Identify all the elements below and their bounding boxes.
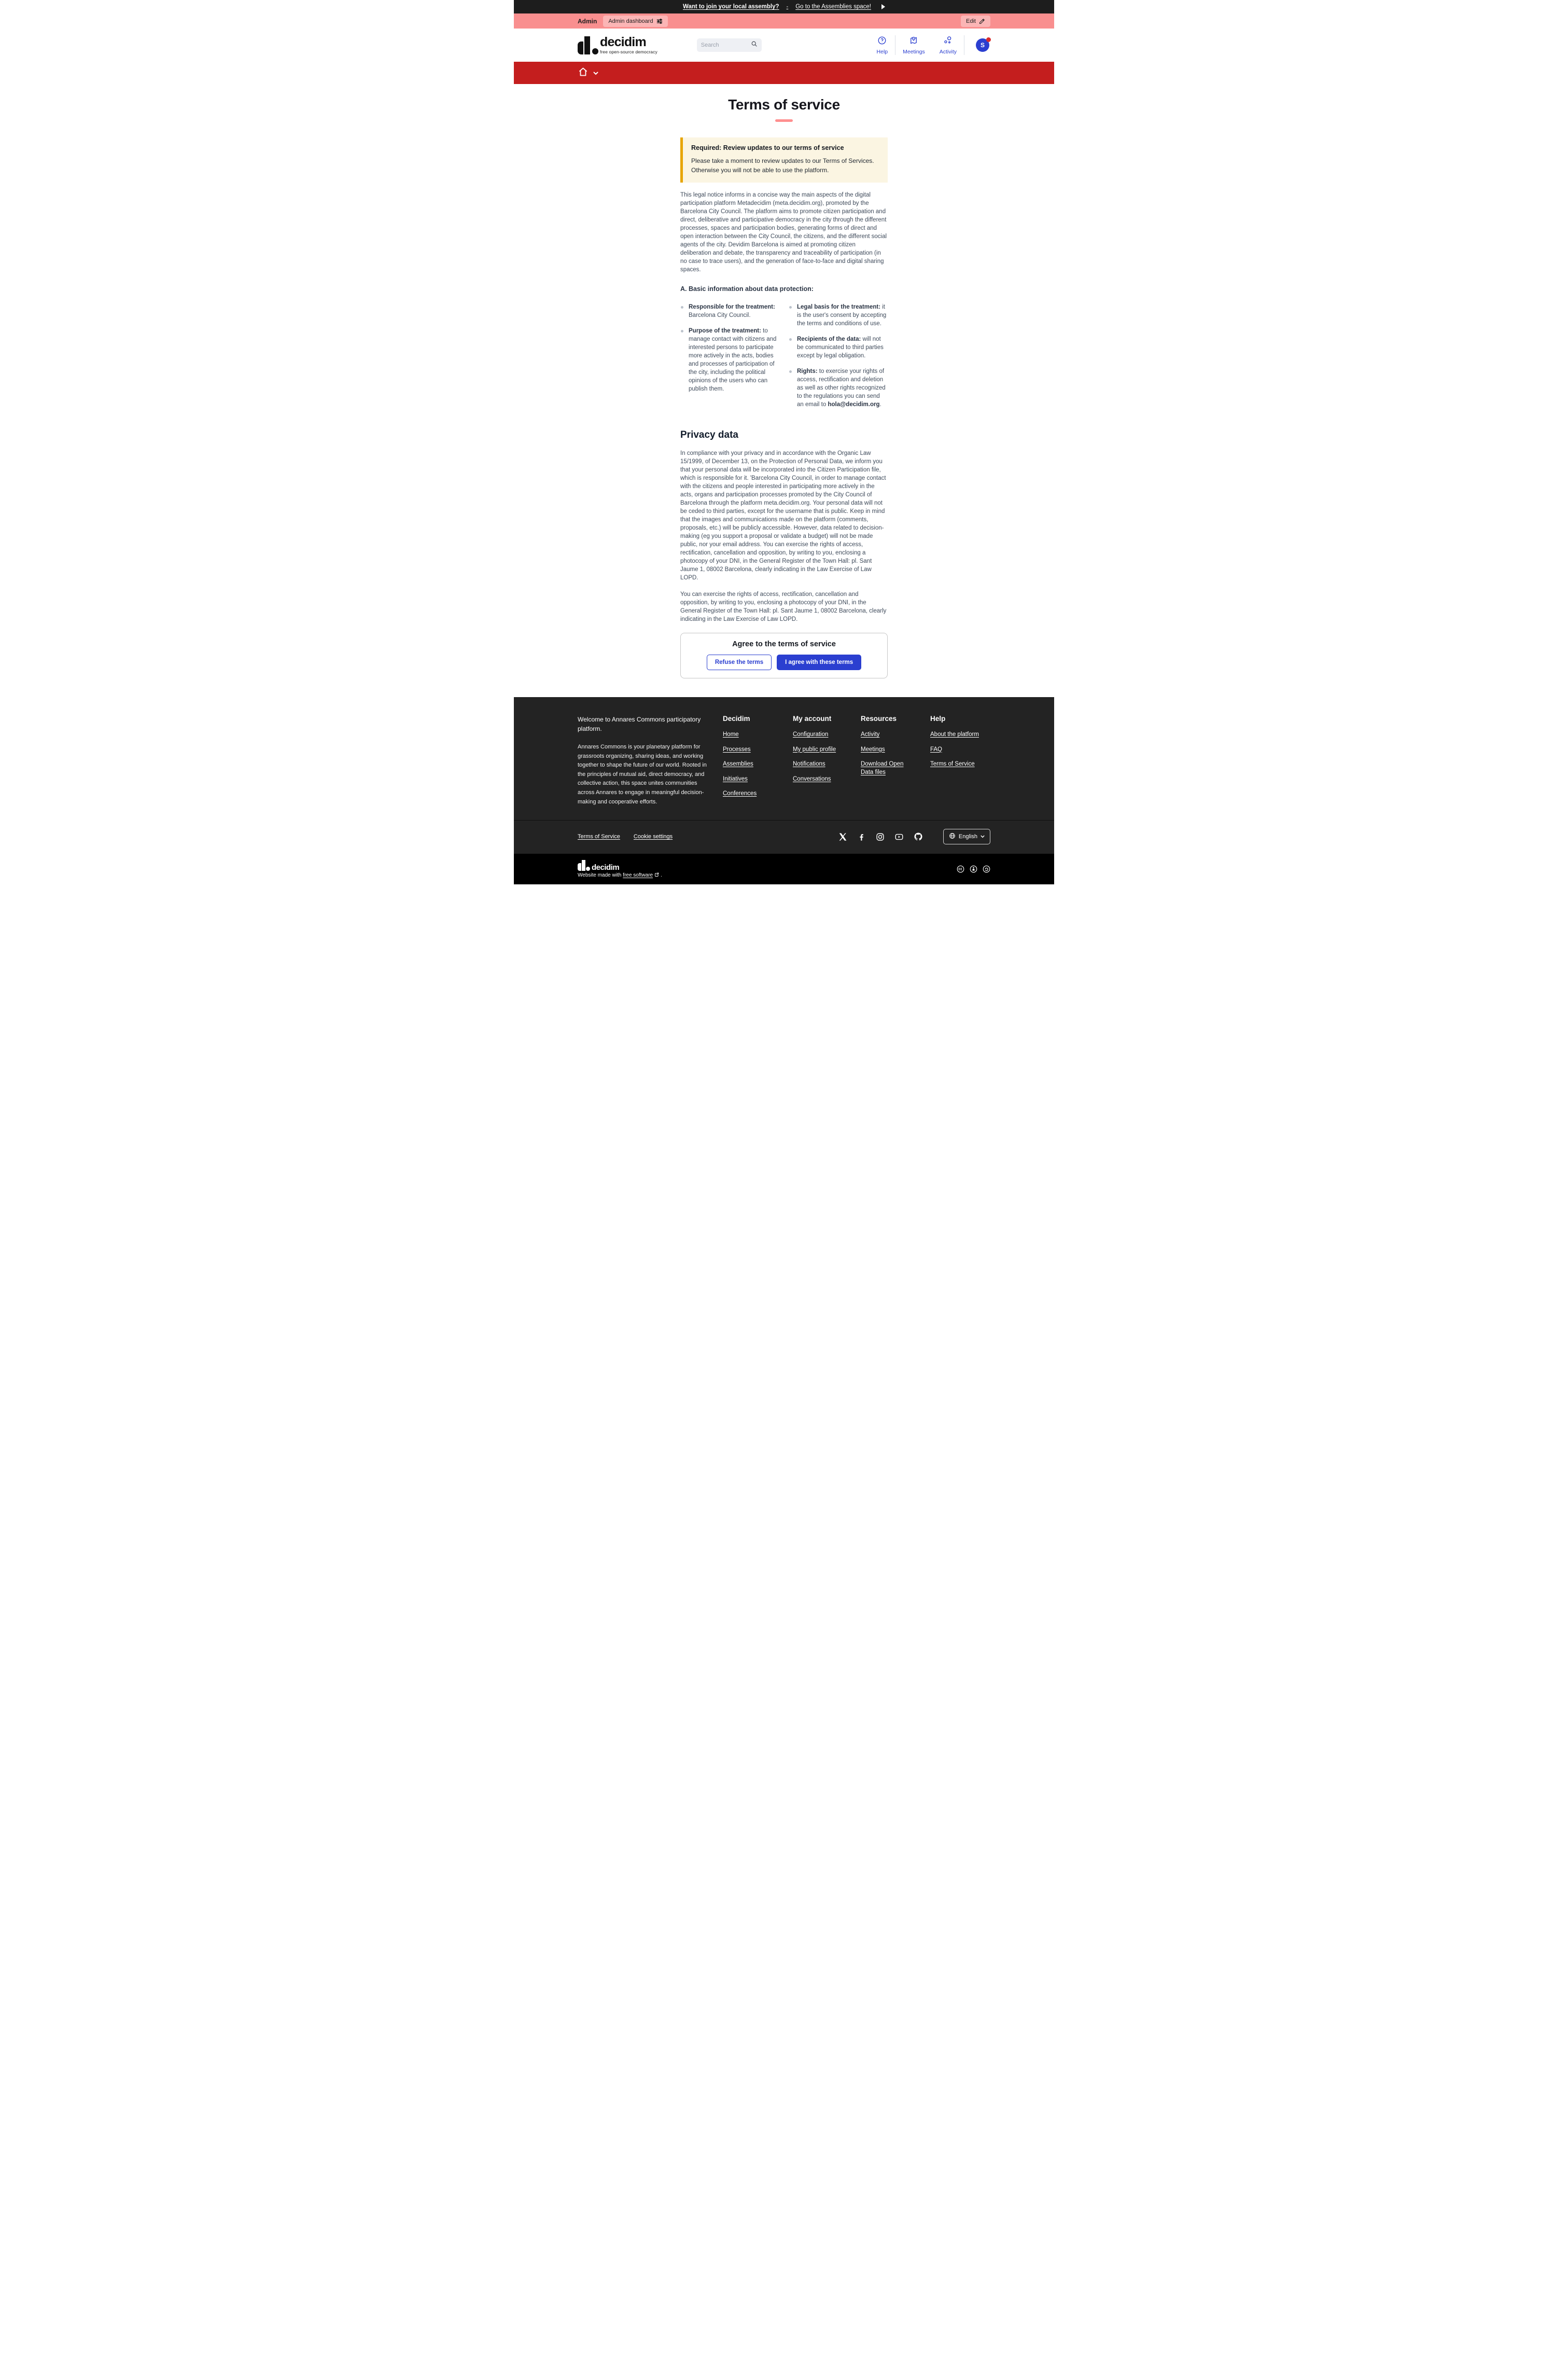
language-label: English [958,834,977,840]
footer-about: Annares Commons is your planetary platform for grassroots organizing, sharing ideas, and working together to shape the future of our world. Rooted in the principles of mutual aid, direct democracy, and collective action, this space unites communities across Annares to engage in meaningful decision-making and cooperative efforts. [578,744,707,805]
help-icon [877,36,887,48]
external-link-icon [654,872,659,879]
footer-col-title: My account [793,715,832,723]
youtube-icon[interactable] [894,832,904,841]
pencil-icon [979,18,985,24]
globe-icon [949,832,956,841]
free-software-link[interactable]: free software [623,872,653,879]
nav-help[interactable]: Help [870,36,895,55]
footer-link-activity[interactable]: Activity [861,731,880,738]
footer-link-terms[interactable]: Terms of Service [930,761,975,768]
contact-email: hola@decidim.org [828,401,880,408]
privacy-paragraph-1: In compliance with your privacy and in accordance with the Organic Law 15/1999, of December 13, on the Protection of Personal Data, we inform you that your personal data will be incorporated into the Citizen Participation file, which is responsible for it. 'Barcelona City Council, in order to manage contact with the citizens and people interested in participating more actively in the acts, organs and participation processes promoted by the City Council of Barcelona through the platform meta.decidim.org. Your personal data will not be ceded to third parties, except for the username that is public. Keep in mind that the images and communications made on the platform (comments, proposals, etc.) will be publicly accessible. However, data related to decision-making (eg you support a proposal or validate a budget) will not be made public, nor your email address. You can exercise the rights of access, rectification, cancellation and opposition, by writing to you, enclosing a photocopy of your DNI, in the General Register of the Town Hall: pl. Sant Jaume 1, 08002 Barcelona, clearly indicating in the Law Exercise of Law LOPD. [680,450,886,581]
promo-question-link[interactable]: Want to join your local assembly? [683,4,779,10]
language-selector[interactable] [943,829,990,844]
footer-link-notifications[interactable]: Notifications [793,761,825,768]
footer-logo-wordmark: decidim [592,863,620,872]
facebook-icon[interactable] [857,832,866,841]
user-avatar[interactable] [976,38,989,52]
cc-sa-icon[interactable] [983,865,990,873]
promo-cta-link[interactable]: Go to the Assemblies space! [795,4,871,10]
cc-by-icon[interactable] [970,865,977,873]
play-icon[interactable] [881,4,885,9]
footer-link-home[interactable]: Home [723,731,739,738]
promo-bar [514,0,1054,13]
github-icon[interactable] [914,832,923,841]
footer-welcome: Welcome to Annares Commons participatory platform. [578,716,701,732]
footer-link-faq[interactable]: FAQ [930,746,943,753]
section-a-title: A. Basic information about data protection: [680,285,814,293]
intro-paragraph: This legal notice informs in a concise way the main aspects of the digital participation platform Metadecidim (meta.decidim.org), promoted by the Barcelona City Council. The platform aims to promote citizen participation and direct, deliberative and participative democracy in the city through the different processes, spaces and participation bodies, generating forms of direct and open interaction between the City Council, the citizens, and the different social agents of the city. Devidim Barcelona is aimed at promoting citizen deliberation and debate, the transparency and traceability of participation (in no case to trace users), and the generation of face-to-face and digital sharing spaces. [680,192,887,273]
footer-col-title: Resources [861,715,897,723]
search-icon[interactable] [751,40,758,50]
search-input[interactable] [701,42,751,48]
admin-label: Admin [578,17,597,25]
footer-decidim-logo[interactable] [578,860,662,871]
cc-icon[interactable] [957,865,964,873]
search-box [697,38,762,52]
footer-tos-link[interactable]: Terms of Service [578,834,620,840]
site-header [514,29,1054,62]
footer-link-conversations[interactable]: Conversations [793,775,831,782]
chevron-down-icon [981,834,985,840]
footer-link-open-data[interactable]: Download Open Data files [861,761,904,775]
agree-title: Agree to the terms of service [732,640,836,648]
agree-card [680,633,888,678]
footer-link-conferences[interactable]: Conferences [723,790,757,797]
home-icon [578,66,589,80]
main-nav [514,62,1054,84]
chevron-down-icon [593,68,598,78]
footer-col-decidim [723,715,777,807]
logo-tagline: free open-source democracy [600,49,657,54]
footer-link-about-platform[interactable]: About the platform [930,731,979,738]
footer-col-resources [861,715,915,807]
decidim-logo-icon [578,36,598,54]
footer-link-configuration[interactable]: Configuration [793,731,829,738]
footer-cookie-settings-link[interactable]: Cookie settings [633,834,673,840]
agree-terms-button[interactable]: I agree with these terms [777,655,861,670]
footer-link-assemblies[interactable]: Assemblies [723,761,753,768]
bullet-legal-basis: Legal basis for the treatment: it is the user's consent by accepting the terms and conditions of use. [789,303,888,328]
instagram-icon[interactable] [876,832,885,841]
tos-callout [680,137,888,183]
admin-bar [514,13,1054,29]
bullet-responsible: Responsible for the treatment: Barcelona City Council. [680,303,779,320]
made-with-text: Website made with free software . [578,872,662,879]
main-content [514,84,1054,697]
privacy-paragraph-2: You can exercise the rights of access, rectification, cancellation and opposition, by writing to you, enclosing a photocopy of your DNI, in the General Register of the Town Hall: pl. Sant Jaume 1, 08002 Barcelona, clearly indicating in the Law Exercise of Law LOPD. [680,591,887,622]
promo-separator: - [786,4,789,10]
footer-link-meetings[interactable]: Meetings [861,746,885,753]
decidim-logo[interactable] [578,36,657,54]
nav-meetings[interactable]: Meetings [895,36,932,55]
logo-wordmark: decidim [600,35,646,50]
bullet-purpose: Purpose of the treatment: to manage contact with citizens and interested persons to participate more actively in the acts, bodies and processes of participation of the city, including the political opinions of the users who can publish them. [680,327,779,393]
nav-activity[interactable]: Activity [932,36,964,55]
title-underline [775,119,793,122]
meetings-icon [909,36,918,48]
footer-col-title: Decidim [723,715,750,723]
bullet-recipients: Recipients of the data: will not be communicated to third parties except by legal obligation. [789,335,888,360]
page-title: Terms of service [728,96,840,113]
refuse-terms-button[interactable]: Refuse the terms [707,655,772,670]
credits-bar [514,854,1054,884]
footer-col-my-account [793,715,845,807]
footer-col-help [930,715,990,807]
sliders-icon [656,18,663,24]
site-footer [514,697,1054,854]
home-button[interactable] [578,66,598,80]
x-icon[interactable] [838,832,847,841]
footer-col-title: Help [930,715,946,723]
footer-link-initiatives[interactable]: Initiatives [723,775,748,782]
data-protection-bullets [680,303,888,416]
notification-dot [986,37,991,42]
callout-title: Required: Review updates to our terms of service [691,144,844,151]
activity-icon [943,36,953,48]
avatar-initial: S [976,38,989,52]
footer-link-processes[interactable]: Processes [723,746,751,753]
edit-button[interactable]: Edit [961,16,990,27]
privacy-data-title: Privacy data [680,429,738,440]
callout-body: Please take a moment to review updates to our Terms of Services. Otherwise you will not be able to use the platform. [691,157,874,174]
admin-dashboard-button[interactable]: Admin dashboard [603,16,667,27]
footer-link-my-public-profile[interactable]: My public profile [793,746,836,753]
bullet-rights: Rights: to exercise your rights of access, rectification and deletion as well as other rights recognized to the regulations you can send an email to hola@decidim.org. [789,367,888,409]
